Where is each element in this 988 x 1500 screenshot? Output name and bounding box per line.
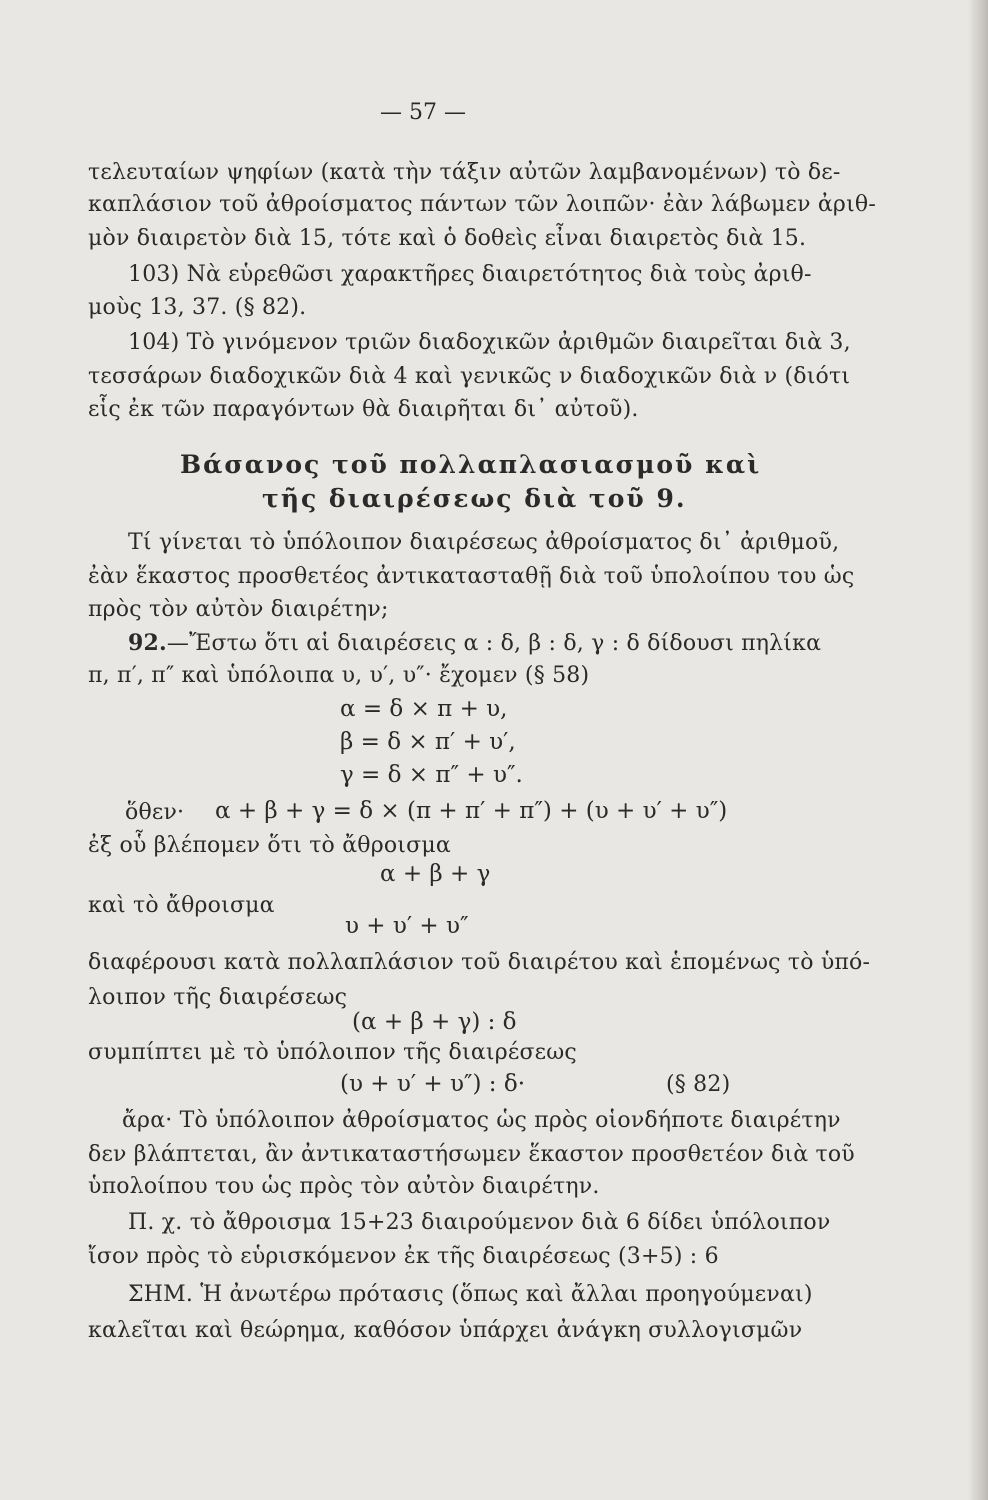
- paragraph-line: λοιπον τῆς διαιρέσεως: [88, 985, 348, 1010]
- division-abc: (α + β + γ) : δ: [352, 1009, 517, 1035]
- expression-sum-abc: α + β + γ: [380, 861, 491, 887]
- page-number: — 57 —: [380, 100, 466, 125]
- section-92-text: —Ἔστω ὅτι αἱ διαιρέσεις α : δ, β : δ, γ : δ δίδουσι πηλίκα: [166, 631, 822, 656]
- equation-sum: α + β + γ = δ × (π + π′ + π″) + (υ + υ′ + υ″): [215, 798, 728, 824]
- equation-beta: β = δ × π′ + υ′,: [340, 729, 516, 755]
- paragraph-line: διαφέρουσι κατὰ πολλαπλάσιον τοῦ διαιρέτου καὶ ἑπομένως τὸ ὑπό-: [88, 950, 871, 975]
- expression-sum-remainders: υ + υ′ + υ″: [345, 913, 469, 939]
- division-remainders: (υ + υ′ + υ″) : δ·: [340, 1071, 526, 1097]
- paragraph-line: μὸν διαιρετὸν διὰ 15, τότε καὶ ὁ δοθεὶς εἶναι διαιρετὸς διὰ 15.: [88, 226, 807, 251]
- hothen-label: ὅθεν·: [125, 800, 185, 825]
- conclusion-line: ἄρα· Τὸ ὑπόλοιπον ἀθροίσματος ὡς πρὸς οἱονδήποτε διαιρέτην: [122, 1108, 841, 1133]
- paragraph-line: καπλάσιον τοῦ ἀθροίσματος πάντων τῶν λοιπῶν· ἐὰν λάβωμεν ἀριθ-: [88, 192, 876, 217]
- equation-gamma: γ = δ × π″ + υ″.: [340, 762, 523, 788]
- equation-alpha: α = δ × π + υ,: [340, 696, 508, 722]
- page-edge-shadow: [968, 0, 988, 1500]
- exercise-103-line: μοὺς 13, 37. (§ 82).: [88, 295, 307, 320]
- question-line: πρὸς τὸν αὐτὸν διαιρέτην;: [88, 597, 389, 622]
- paragraph-line: τελευταίων ψηφίων (κατὰ τὴν τάξιν αὐτῶν λαμβανομένων) τὸ δε-: [88, 160, 841, 185]
- exercise-104-line: τεσσάρων διαδοχικῶν διὰ 4 καὶ γενικῶς ν διαδοχικῶν διὰ ν (διότι: [88, 364, 851, 389]
- section-number: 92.: [128, 630, 167, 656]
- section-92-line: [128, 630, 821, 657]
- exercise-104-line: 104) Τὸ γινόμενον τριῶν διαδοχικῶν ἀριθμῶν διαιρεῖται διὰ 3,: [128, 330, 851, 355]
- paragraph-line: συμπίπτει μὲ τὸ ὑπόλοιπον τῆς διαιρέσεως: [88, 1040, 577, 1065]
- example-line: ἴσον πρὸς τὸ εὑρισκόμενον ἐκ τῆς διαιρέσεως (3+5) : 6: [88, 1244, 719, 1269]
- paragraph-line: ἐξ οὗ βλέπομεν ὅτι τὸ ἄθροισμα: [88, 833, 451, 858]
- exercise-104-line: εἷς ἐκ τῶν παραγόντων θὰ διαιρῆται δι᾽ αὐτοῦ).: [88, 397, 639, 422]
- note-line: καλεῖται καὶ θεώρημα, καθόσον ὑπάρχει ἀνάγκη συλλογισμῶν: [88, 1318, 803, 1343]
- section-heading: τῆς διαιρέσεως διὰ τοῦ 9.: [262, 484, 687, 513]
- example-line: Π. χ. τὸ ἄθροισμα 15+23 διαιρούμενον διὰ 6 δίδει ὑπόλοιπον: [128, 1210, 831, 1235]
- conclusion-line: δεν βλάπτεται, ἂν ἀντικαταστήσωμεν ἕκαστον προσθετέον διὰ τοῦ: [88, 1142, 855, 1167]
- paragraph-line: καὶ τὸ ἄθροισμα: [88, 893, 275, 918]
- section-92-line: π, π′, π″ καὶ ὑπόλοιπα υ, υ′, υ″· ἔχομεν (§ 58): [88, 663, 590, 688]
- question-line: Τί γίνεται τὸ ὑπόλοιπον διαιρέσεως ἀθροίσματος δι᾽ ἀριθμοῦ,: [128, 530, 840, 555]
- note-line: ΣΗΜ. Ἡ ἀνωτέρω πρότασις (ὅπως καὶ ἄλλαι προηγούμεναι): [128, 1282, 813, 1307]
- exercise-103-line: 103) Νὰ εὑρεθῶσι χαρακτῆρες διαιρετότητος διὰ τοὺς ἀριθ-: [128, 262, 812, 287]
- question-line: ἐὰν ἕκαστος προσθετέος ἀντικατασταθῇ διὰ τοῦ ὑπολοίπου του ὡς: [88, 564, 855, 589]
- conclusion-line: ὑπολοίπου του ὡς πρὸς τὸν αὐτὸν διαιρέτην.: [88, 1174, 600, 1199]
- section-heading: Βάσανος τοῦ πολλαπλασιασμοῦ καὶ: [180, 450, 762, 479]
- reference: (§ 82): [666, 1072, 731, 1097]
